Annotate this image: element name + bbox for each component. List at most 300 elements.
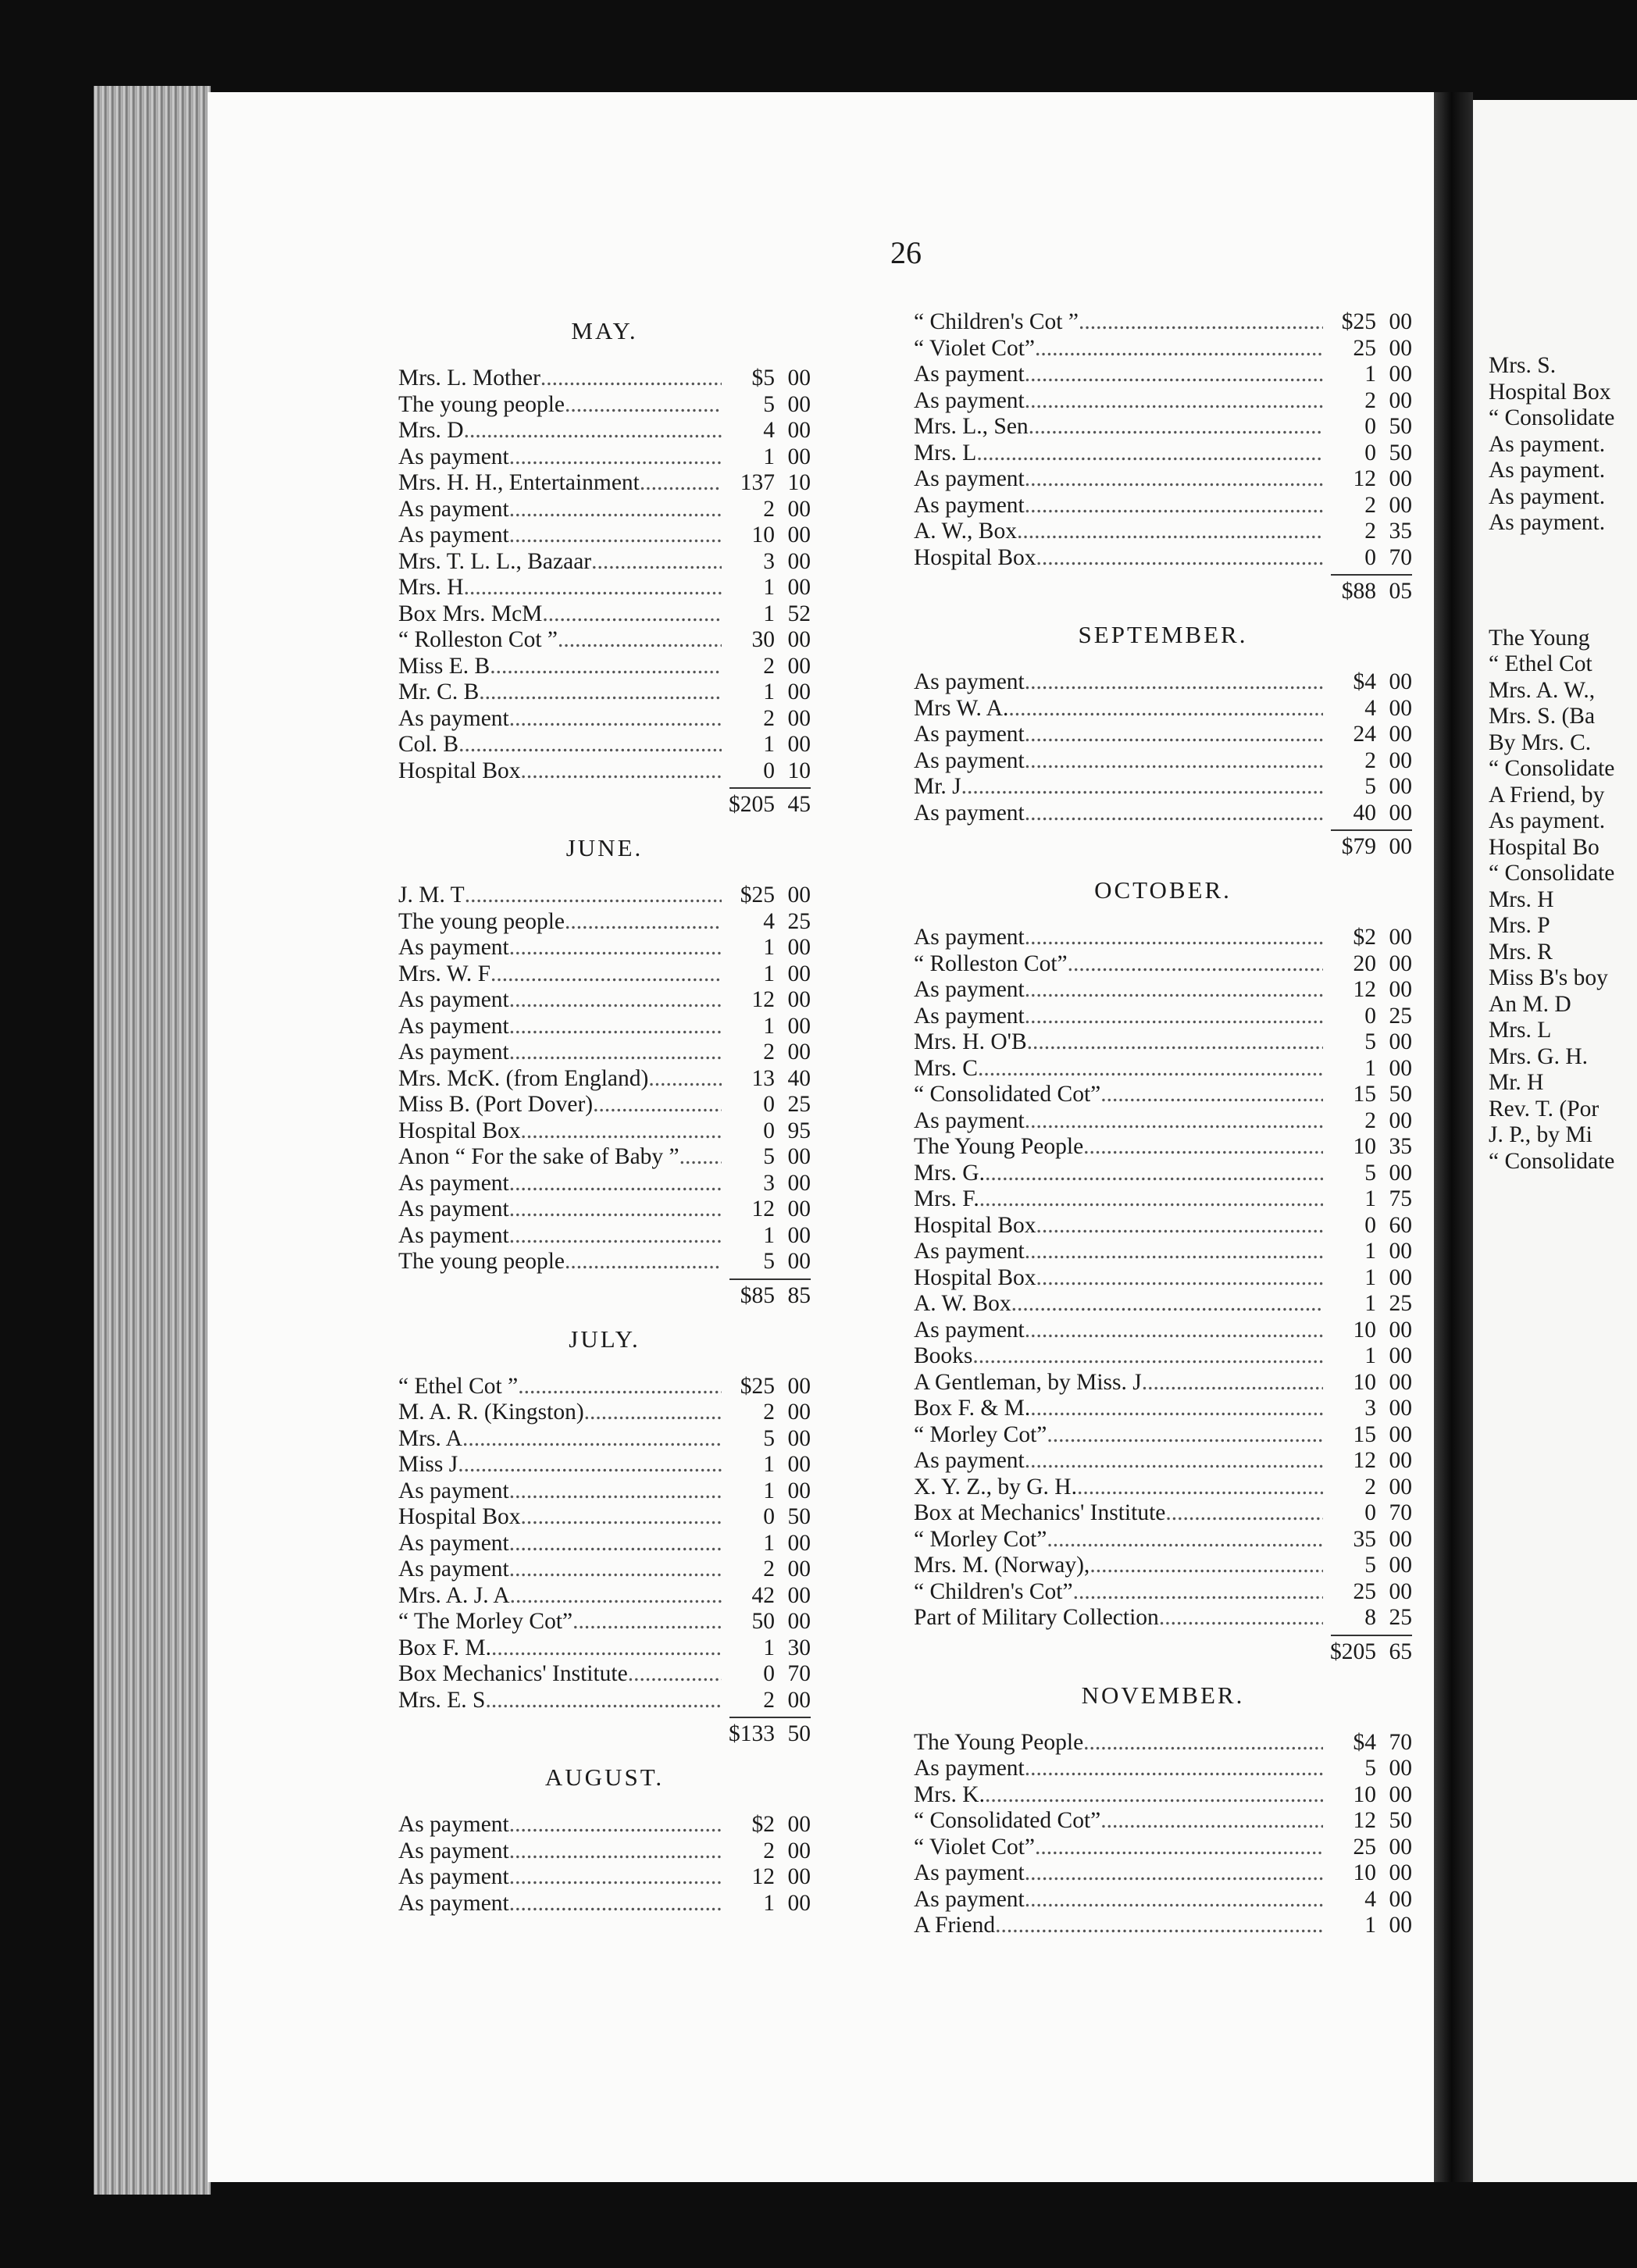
entry-dollars: $25 [740, 883, 775, 908]
entry-label: Hospital Box [398, 758, 521, 783]
dot-leader [1025, 493, 1323, 519]
entry-dollars: 2 [1364, 1474, 1376, 1500]
entry-dollars: 12 [751, 1196, 775, 1221]
facing-page-line: Rev. T. (Por [1489, 1096, 1600, 1122]
entry-label: Anon “ For the sake of Baby ” [398, 1144, 679, 1169]
entry-cents: 00 [787, 987, 811, 1012]
entry-amount [1323, 1500, 1412, 1527]
ledger-entry [398, 1171, 811, 1197]
entry-amount [1323, 1605, 1412, 1631]
facing-page-gap [1489, 537, 1637, 626]
entry-amount [722, 627, 811, 654]
entry-amount [1323, 309, 1412, 336]
dot-leader [1047, 1422, 1323, 1449]
entry-label: Mrs. T. L. L., Bazaar [398, 548, 592, 574]
entry-cents: 00 [1389, 1055, 1412, 1081]
entry-label: The young people [398, 391, 565, 417]
entry-amount [1323, 696, 1412, 722]
entry-cents: 40 [787, 1065, 811, 1091]
entry-cents: 00 [787, 1144, 811, 1169]
entry-cents: 00 [1389, 1421, 1412, 1447]
entry-dollars: 1 [763, 961, 775, 986]
entry-dollars: 0 [763, 1092, 775, 1117]
ledger-entry [914, 466, 1412, 493]
dot-leader [1083, 1134, 1323, 1161]
dot-leader [510, 1583, 722, 1610]
ledger-entry [398, 1144, 811, 1171]
entry-dollars: 1 [1364, 1239, 1376, 1264]
dot-leader [1025, 1318, 1323, 1344]
entry-amount [722, 1426, 811, 1453]
dot-leader [509, 1891, 722, 1917]
month-heading-june: JUNE. [565, 834, 644, 861]
entry-cents: 10 [787, 470, 811, 495]
entry-amount [722, 1635, 811, 1662]
ledger-entry [398, 1661, 811, 1688]
dot-leader [509, 706, 722, 733]
entry-cents: 00 [787, 1373, 811, 1399]
entry-amount [1323, 1291, 1412, 1318]
entry-amount [722, 758, 811, 785]
entry-label: Mrs. L., Sen [914, 414, 1029, 439]
facing-page-line: Mrs. L [1489, 1018, 1552, 1043]
entry-dollars: 5 [1364, 1029, 1376, 1054]
entry-amount [1323, 362, 1412, 388]
ledger-entry [398, 470, 811, 497]
entry-cents: 00 [787, 1812, 811, 1837]
ledger-entry [914, 1370, 1412, 1396]
entry-cents: 70 [1389, 544, 1412, 570]
entry-amount [722, 732, 811, 758]
ledger-entry [914, 1422, 1412, 1449]
dot-leader [1073, 1579, 1323, 1606]
ledger-entry [398, 1688, 811, 1714]
entry-amount [722, 601, 811, 628]
entry-label: “ Consolidated Cot” [914, 1082, 1101, 1107]
entry-cents: 00 [1389, 1160, 1412, 1186]
ledger-entry [398, 418, 811, 444]
entry-amount [722, 654, 811, 680]
dot-leader [485, 1688, 722, 1714]
entry-amount [722, 679, 811, 706]
dot-leader [591, 549, 722, 576]
entry-cents: 00 [787, 732, 811, 757]
ledger-entry [398, 1400, 811, 1426]
entry-dollars: 12 [1353, 1808, 1376, 1833]
dot-leader [985, 1782, 1323, 1809]
entry-amount [1323, 493, 1412, 519]
entry-label: As payment [914, 466, 1025, 491]
entry-amount [722, 1661, 811, 1688]
dot-leader [1017, 519, 1323, 545]
entry-amount [722, 1118, 811, 1145]
entry-amount [722, 1249, 811, 1275]
entry-cents: 00 [1389, 387, 1412, 413]
dot-leader [509, 1531, 722, 1557]
entry-amount [722, 1478, 811, 1505]
ledger-entry [398, 1040, 811, 1066]
entry-amount [1323, 1213, 1412, 1239]
entry-dollars: 10 [1353, 1781, 1376, 1807]
entry-cents: 00 [787, 1530, 811, 1556]
entry-cents: 00 [1389, 362, 1412, 387]
ledger-entry [914, 1029, 1412, 1056]
entry-cents: 00 [1389, 1343, 1412, 1368]
entry-cents: 50 [1389, 1082, 1412, 1107]
entry-amount [722, 1014, 811, 1040]
dot-leader [628, 1661, 722, 1688]
entry-amount [1323, 414, 1412, 440]
entry-amount [722, 575, 811, 601]
entry-cents: 00 [787, 1040, 811, 1064]
entry-dollars: 2 [1364, 387, 1376, 413]
dot-leader [1100, 1082, 1323, 1108]
entry-dollars: 25 [1353, 335, 1376, 361]
entry-dollars: $5 [751, 366, 775, 390]
ledger-entry [398, 1452, 811, 1478]
entry-label: As payment [914, 925, 1025, 950]
entry-amount [722, 1452, 811, 1478]
total-may: $205 45 [398, 784, 811, 828]
dot-leader [593, 1092, 722, 1118]
entry-cents: 00 [787, 366, 811, 390]
entry-label: Mrs. D [398, 418, 464, 443]
entry-dollars: 10 [751, 522, 775, 547]
entry-amount [1323, 722, 1412, 748]
entry-cents: 00 [1389, 309, 1412, 334]
entry-dollars: 1 [763, 1013, 775, 1039]
entry-dollars: 35 [1353, 1526, 1376, 1552]
entry-dollars: 0 [1364, 544, 1376, 570]
entry-label: Mrs. L [914, 440, 977, 465]
facing-page-line: Mrs. S. (Ba [1489, 704, 1596, 729]
entry-amount [1323, 1343, 1412, 1370]
entry-cents: 25 [787, 908, 811, 934]
entry-amount [722, 418, 811, 444]
dot-leader [640, 470, 722, 497]
entry-label: A. W. Box [914, 1291, 1011, 1316]
dot-leader [1025, 1887, 1323, 1913]
entry-label: As payment [398, 1196, 509, 1221]
ledger-entry [914, 1161, 1412, 1187]
entry-amount [1323, 440, 1412, 467]
dot-leader [1025, 388, 1323, 415]
ledger-entry [914, 977, 1412, 1004]
total-october: $205 65 [914, 1631, 1412, 1675]
entry-label: “ Morley Cot” [914, 1421, 1047, 1447]
entry-cents: 00 [787, 444, 811, 469]
entry-label: As payment [398, 1838, 509, 1863]
entry-label: As payment [398, 1530, 509, 1556]
dot-leader [509, 1014, 722, 1040]
entry-cents: 00 [787, 1609, 811, 1634]
ledger-entry [914, 1291, 1412, 1318]
entry-dollars: 42 [751, 1582, 775, 1608]
ledger-entry [914, 1808, 1412, 1835]
entry-label: Box Mrs. McM [398, 601, 543, 626]
entry-dollars: 2 [763, 1400, 775, 1425]
entry-label: Mrs. C [914, 1055, 978, 1081]
entry-amount [722, 470, 811, 497]
entry-amount [722, 935, 811, 961]
entry-label: As payment [398, 1812, 509, 1837]
entry-label: Mrs. McK. (from England) [398, 1065, 649, 1091]
entry-dollars: 1 [763, 732, 775, 757]
entry-dollars: $4 [1353, 669, 1376, 694]
facing-page-line: A Friend, by [1489, 782, 1605, 808]
facing-page-line: Hospital Box [1489, 379, 1611, 405]
entry-amount [722, 1504, 811, 1531]
entry-amount [1323, 801, 1412, 827]
entry-dollars: 1 [763, 1530, 775, 1556]
entry-cents: 00 [1389, 1553, 1412, 1578]
entry-label: Col. B [398, 732, 459, 757]
dot-leader [1035, 1835, 1323, 1861]
facing-page-line: Mrs. G. H. [1489, 1043, 1589, 1069]
ledger-entry [914, 1108, 1412, 1135]
entry-label: Hospital Box [398, 1118, 521, 1143]
entry-amount [1323, 1239, 1412, 1265]
ledger-entry [398, 1838, 811, 1865]
ledger-entry [914, 1396, 1412, 1422]
entry-label: As payment [914, 1886, 1025, 1912]
ledger-entry [398, 1066, 811, 1093]
entry-dollars: 0 [1364, 414, 1376, 439]
entries-may [398, 366, 811, 784]
entry-cents: 00 [1389, 1886, 1412, 1912]
entry-dollars: 15 [1353, 1082, 1376, 1107]
entry-dollars: 1 [763, 1452, 775, 1477]
entry-dollars: 1 [1364, 1055, 1376, 1081]
entry-label: As payment [398, 1890, 509, 1916]
ledger-entry [914, 951, 1412, 978]
dot-leader [464, 575, 722, 601]
facing-page-line: Mrs. R [1489, 939, 1553, 965]
entry-amount [722, 497, 811, 523]
entry-dollars: 15 [1353, 1421, 1376, 1447]
entry-cents: 00 [787, 496, 811, 522]
dot-leader [1025, 669, 1323, 696]
entry-dollars: 0 [1364, 440, 1376, 465]
entry-dollars: 5 [763, 391, 775, 417]
dot-leader [1008, 696, 1323, 722]
entry-label: As payment [398, 1478, 509, 1503]
entry-cents: 00 [787, 1425, 811, 1451]
ledger-entry [914, 1186, 1412, 1213]
dot-leader [542, 601, 722, 628]
dot-leader [1035, 336, 1323, 362]
facing-page-line: As payment. [1489, 510, 1606, 535]
entry-cents: 25 [1389, 1605, 1412, 1630]
month-heading-august: AUGUST. [544, 1763, 665, 1791]
total-july: $133 50 [398, 1713, 811, 1757]
dot-leader [1142, 1370, 1323, 1396]
entry-cents: 00 [787, 1890, 811, 1916]
dot-leader [479, 679, 722, 706]
ledger-entry [914, 801, 1412, 827]
ledger-column-2 [914, 309, 1412, 1939]
facing-page-line: “ Consolidate [1489, 756, 1615, 781]
entry-label: Hospital Box [914, 544, 1036, 570]
entry-label: Mrs. W. F [398, 961, 491, 986]
dot-leader [465, 883, 722, 909]
total-august: $88 05 [914, 571, 1412, 615]
facing-page-column [1489, 353, 1637, 1175]
ledger-entry [398, 1504, 811, 1531]
entry-cents: 00 [1389, 1756, 1412, 1781]
entry-amount [1323, 774, 1412, 801]
entry-amount [1323, 1860, 1412, 1887]
entry-dollars: 5 [1364, 1756, 1376, 1781]
entry-amount [1323, 1913, 1412, 1939]
entry-dollars: $2 [1353, 925, 1376, 950]
dot-leader [1077, 1475, 1323, 1501]
ledger-entry [398, 1531, 811, 1557]
entry-cents: 00 [787, 1013, 811, 1039]
entry-amount [1323, 545, 1412, 572]
dot-leader [1011, 1291, 1323, 1318]
entry-dollars: 2 [1364, 519, 1376, 544]
entry-dollars: 0 [763, 1118, 775, 1143]
entry-amount [722, 1223, 811, 1250]
entry-dollars: 24 [1353, 722, 1376, 747]
entry-dollars: 13 [751, 1065, 775, 1091]
ledger-entry [398, 444, 811, 471]
entry-dollars: 30 [751, 627, 775, 652]
entry-dollars: 2 [1364, 492, 1376, 518]
ledger-entry [398, 1635, 811, 1662]
ledger-entry [398, 883, 811, 909]
entry-amount [1323, 951, 1412, 978]
entry-cents: 00 [787, 1864, 811, 1889]
entry-cents: 00 [1389, 977, 1412, 1002]
ledger-entry [398, 1583, 811, 1610]
entry-label: As payment [398, 987, 509, 1012]
ledger-entry [914, 1605, 1412, 1631]
entries-september [914, 669, 1412, 826]
entry-cents: 60 [1389, 1212, 1412, 1238]
entry-cents: 00 [787, 627, 811, 652]
entry-cents: 00 [787, 679, 811, 704]
entry-amount [1323, 1527, 1412, 1553]
ledger-entry [914, 1318, 1412, 1344]
dot-leader [679, 1144, 722, 1171]
entry-dollars: $2 [751, 1812, 775, 1837]
entry-dollars: 12 [751, 1864, 775, 1889]
entry-label: “ The Morley Cot” [398, 1609, 573, 1634]
month-heading-october: OCTOBER. [1094, 876, 1232, 904]
ledger-entry [914, 545, 1412, 572]
ledger-entry [914, 1475, 1412, 1501]
dot-leader [1025, 977, 1323, 1004]
entry-cents: 00 [1389, 1029, 1412, 1054]
entry-amount [722, 1688, 811, 1714]
entry-amount [722, 1092, 811, 1118]
dot-leader [1025, 925, 1323, 951]
entry-label: A Gentleman, by Miss. J [914, 1369, 1142, 1395]
entries-june [398, 883, 811, 1275]
dot-leader [509, 935, 722, 961]
ledger-entry [914, 336, 1412, 362]
entry-label: As payment [398, 496, 509, 522]
entry-cents: 00 [1389, 669, 1412, 694]
entry-cents: 75 [1389, 1186, 1412, 1211]
ledger-entry [398, 1118, 811, 1145]
entry-label: As payment [914, 977, 1025, 1002]
entry-cents: 00 [1389, 1474, 1412, 1500]
entry-label: “ Rolleston Cot” [914, 950, 1068, 976]
ledger-entry [398, 909, 811, 936]
entry-label: The young people [398, 1249, 565, 1274]
entry-label: Mrs. M. (Norway), [914, 1553, 1090, 1578]
entry-label: Mr. C. B [398, 679, 480, 704]
entry-amount [1323, 1134, 1412, 1161]
entry-cents: 00 [1389, 492, 1412, 518]
entry-label: Mrs. H. H., Entertainment [398, 470, 640, 495]
entry-cents: 00 [787, 418, 811, 443]
entry-dollars: 12 [1353, 466, 1376, 491]
entry-dollars: 1 [1364, 1186, 1376, 1211]
dot-leader [1025, 466, 1323, 493]
dot-leader [458, 732, 722, 758]
entry-amount [1323, 1004, 1412, 1030]
entries-july [398, 1374, 811, 1714]
entry-amount [722, 392, 811, 419]
entry-amount [1323, 1835, 1412, 1861]
entry-label: Miss J [398, 1452, 458, 1477]
entry-dollars: 10 [1353, 1134, 1376, 1159]
entry-cents: 00 [787, 1478, 811, 1503]
ledger-entry [914, 1860, 1412, 1887]
entry-cents: 00 [787, 1452, 811, 1477]
dot-leader [1083, 1730, 1323, 1756]
entry-amount [722, 706, 811, 733]
entry-label: Box F. M. [398, 1635, 491, 1660]
entry-cents: 00 [787, 1222, 811, 1248]
dot-leader [464, 418, 722, 444]
entry-label: As payment [398, 444, 509, 469]
dot-leader [540, 366, 722, 392]
entry-cents: 00 [787, 1687, 811, 1713]
entry-amount [1323, 336, 1412, 362]
facing-page-line: Mr. H [1489, 1070, 1544, 1095]
dot-leader [458, 1452, 722, 1478]
dot-leader [509, 497, 722, 523]
entry-label: As payment [914, 669, 1025, 694]
ledger-entry [914, 1213, 1412, 1239]
entry-dollars: 5 [763, 1144, 775, 1169]
entry-amount [1323, 388, 1412, 415]
ledger-entry [914, 1056, 1412, 1082]
ledger-entry [398, 1812, 811, 1838]
facing-page-line: J. P., by Mi [1489, 1122, 1592, 1147]
entry-label: As payment [914, 1317, 1025, 1343]
dot-leader [1029, 414, 1323, 440]
entry-cents: 00 [1389, 800, 1412, 826]
ledger-entry [398, 732, 811, 758]
ledger-entry [398, 654, 811, 680]
ledger-entry [914, 1239, 1412, 1265]
dot-leader [565, 909, 722, 936]
dot-leader [1100, 1808, 1323, 1835]
entry-cents: 00 [1389, 1107, 1412, 1133]
entry-cents: 10 [787, 758, 811, 783]
dot-leader [462, 1426, 722, 1453]
dot-leader [509, 1557, 722, 1583]
entry-dollars: 0 [1364, 1003, 1376, 1029]
entry-dollars: 1 [763, 935, 775, 960]
entry-cents: 00 [1389, 1239, 1412, 1264]
